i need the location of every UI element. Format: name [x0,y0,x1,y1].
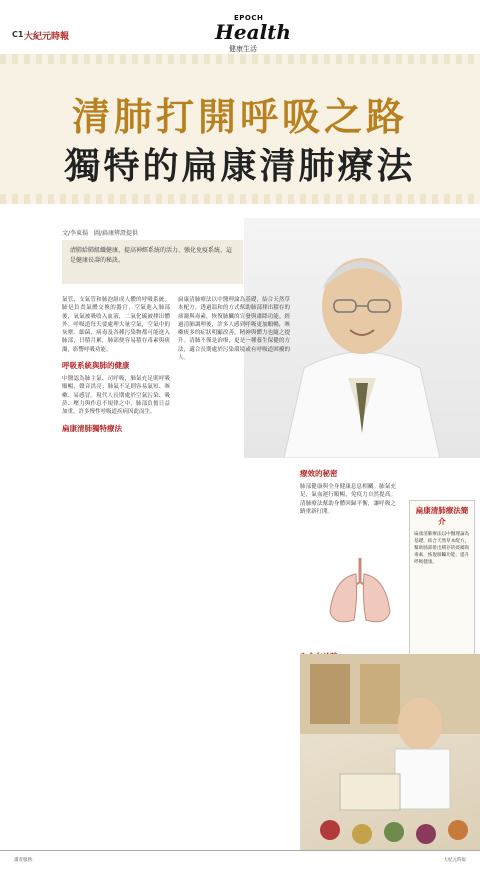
lead-paragraph: 清肺給肺組織健康、提高神經系統的活力、強化免疫系統、這是健康長壽的秘訣。 [62,240,243,284]
article-body-2: 扁康清肺療法以中醫理論為基礎，結合天然草本配方，透過溫和的方式幫助肺部排出積存的痰濁與毒素，恢復肺臟的宣發與肅降功能。經過清肺調理後，許多人感到呼吸更加順暢，咳嗽痰多的症狀明顯改善，精神與體力也隨之提升。清肺不僅是治療，更是一種養生保健的方法，適合長期處於污染環境或有呼吸道困擾的人。 [178,297,290,362]
section-name: 健康生活 [229,45,257,53]
headline-line2: 獨特的扁康清肺療法 [64,145,416,187]
subheading-secret: 療效的秘密 [300,469,338,478]
footer-right: 大紀元時報 [443,858,466,863]
sidebar-title: 扁康清肺療法簡介 [415,506,469,526]
epoch-logo-text: EPOCH [234,14,264,22]
health-logo: Health [215,20,291,44]
footer-left: 讀者服務： [14,858,37,863]
article-column-1 [62,296,170,836]
page-footer [0,850,480,874]
sidebar-body: 扁康清肺療法以中醫理論為基礎，結合天然草本配方，幫助肺部排出積存的痰濁與毒素，恢復肺臟功能，提升呼吸健康。 [414,532,470,565]
article-body-3: 肺部健康與全身健康息息相關。肺氣充足，氣血運行順暢，免疫力自然提高。清肺療法幫助身體回歸平衡，讓呼吸之路重新打開。 [300,484,396,515]
herbs-illustration [300,654,480,850]
masthead [0,0,480,46]
headline-line1: 清肺打開呼吸之路 [71,94,408,139]
byline: 文/李東揚 圖/扁康辨證提供 [62,230,139,237]
lungs-illustration [320,552,400,632]
page-code: C1 [12,30,24,39]
article-body-1: 中醫認為肺主氣、司呼吸，肺氣充足則呼吸順暢、聲音洪亮；肺氣不足則容易氣短、咳嗽、易感冒。現代人長期處於空氣污染、吸菸、壓力與作息不規律之中，肺部負擔日益加重，許多慢性呼吸道疾病因此而生。 [62,376,170,416]
paper-name: 大紀元時報 [24,32,70,42]
herbal-medicine-photo [300,654,480,850]
subheading-respiratory: 呼吸系統與肺的健康 [62,361,130,371]
subheading-therapy: 扁康清肺獨特療法 [62,423,122,433]
article-intro: 氣管、支氣管和肺泡組成人體的呼吸系統。肺是負責氣體交換的器官，空氣進入肺部後，氧氣被吸收入血液，二氧化碳被排出體外。呼吸道每天要處理大量空氣，空氣中的灰塵、細菌、病毒及各種污染物都可能進入肺部，日積月累，肺部便容易積存毒素與痰濁，影響呼吸功能。 [62,297,170,353]
article-column-2 [178,296,290,836]
